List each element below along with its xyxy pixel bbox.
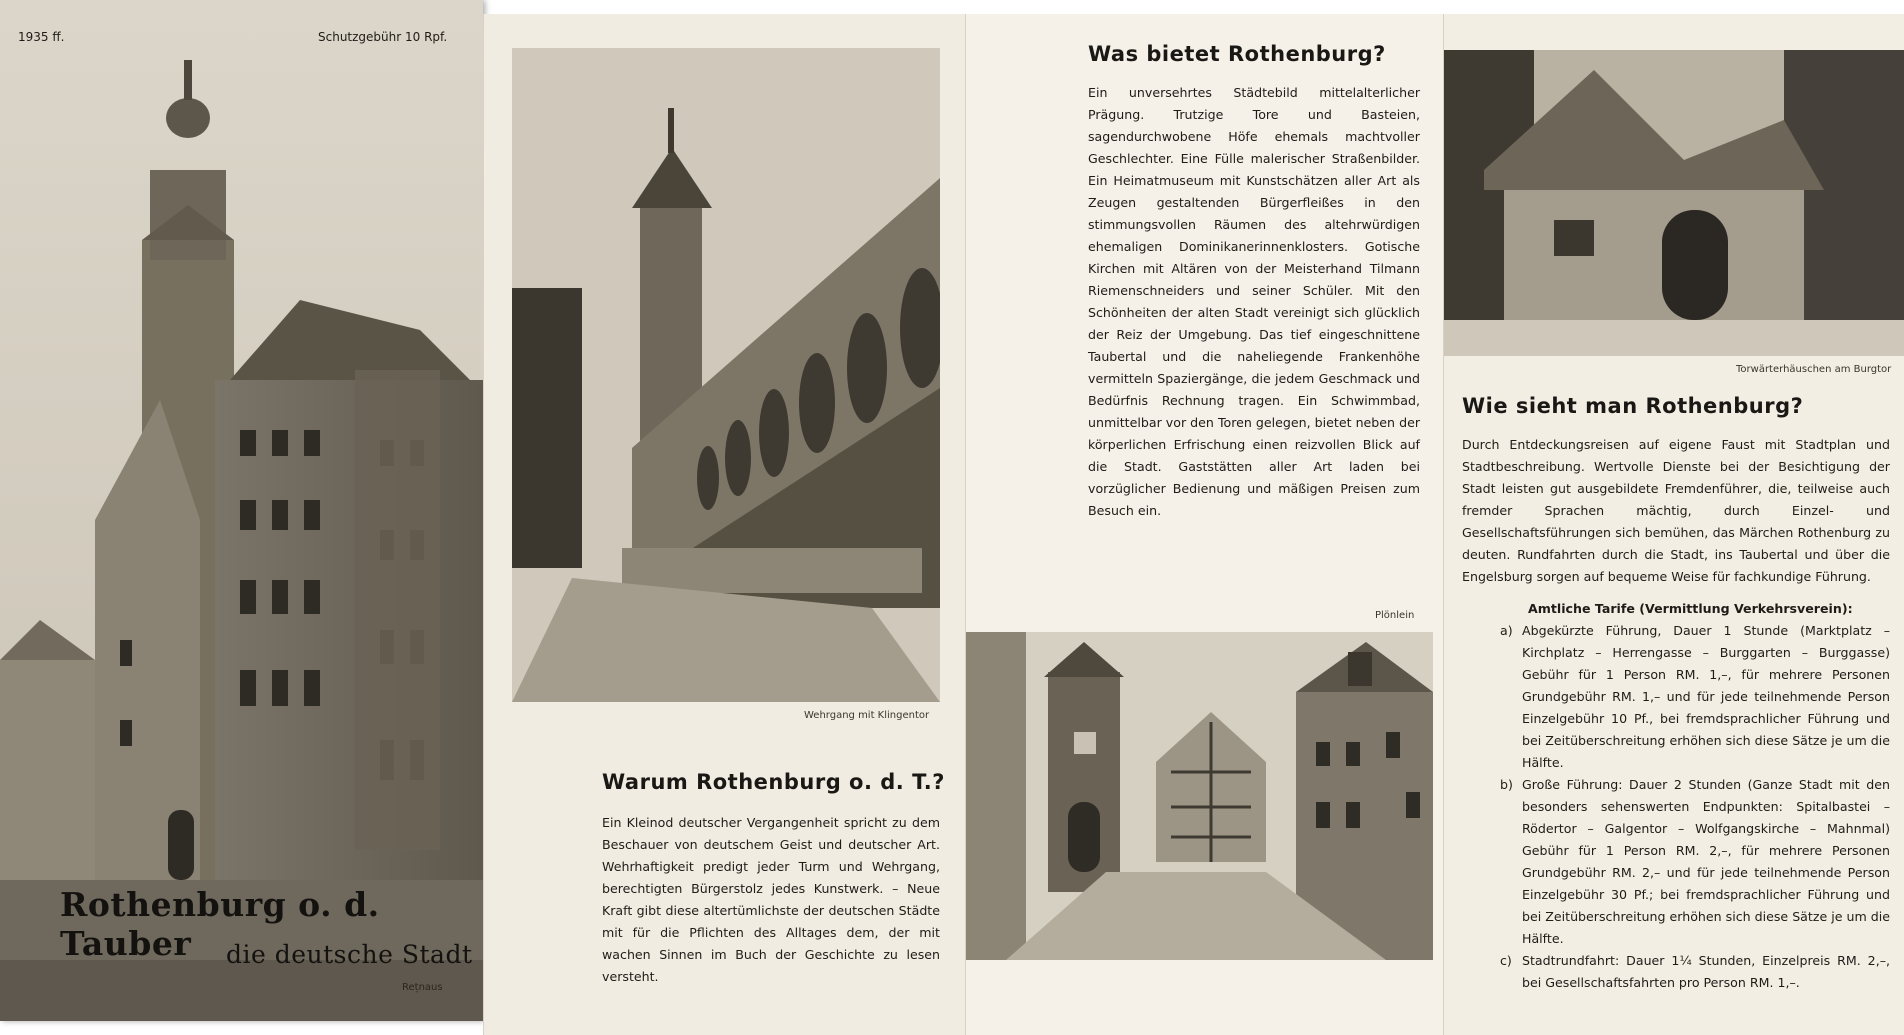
caption-wehrgang: Wehrgang mit Klingentor bbox=[804, 710, 930, 721]
panel-warum bbox=[483, 14, 965, 1035]
cover-title: Rothenburg o. d. Tauber bbox=[60, 885, 380, 963]
cover-subtitle: die deutsche Stadt bbox=[226, 940, 473, 969]
photo-wehrgang bbox=[512, 48, 940, 702]
panel-was-bietet bbox=[965, 14, 1443, 1035]
photo-ploenlein bbox=[966, 632, 1433, 960]
tarif-list bbox=[1500, 620, 1890, 994]
tarif-text: Abgekürzte Führung, Dauer 1 Stunde (Marktplatz – Kirchplatz – Herrengasse – Burggarten – Burggasse) Gebühr für 1 Person RM. 1,–, für mehrere Personen Grundgebühr RM. 1,– und für jede teilnehmende Person Einzelgebühr 10 Pf., bei fremdsprachlicher Führung und bei Zeitüberschreitung erhöhen sich diese Sätze je um die Hälfte. bbox=[1522, 623, 1890, 770]
heading-wie-sieht: Wie sieht man Rothenburg? bbox=[1462, 394, 1804, 418]
cover-year: 1935 ff. bbox=[18, 30, 65, 44]
body-warum: Ein Kleinod deutscher Vergangenheit spricht zu dem Beschauer von deutschem Geist und deutscher Art. Wehrhaftigkeit predigt jeder Turm und Wehrgang, berechtigten Bürgerstolz jedes Kunstwerk. – Neue Kraft gibt diese altertümlichste der deutschen Städte mit für die Pflichten des Alltages dem, der mit wachen Sinnen im Buch der Geschichte zu lesen versteht. bbox=[602, 815, 940, 984]
tarif-text: Große Führung: Dauer 2 Stunden (Ganze Stadt mit den besonders sehenswerten Endpunkten: Spitalbastei – Rödertor – Galgentor – Wolfgangskirche – Mahnmal) Gebühr für 1 Person RM. 2,–, für mehrere Personen Grundgebühr RM. 2,– und für jede teilnehmende Person Einzelgebühr 30 Pf.; bei fremdsprachlicher Führung und bei Zeitüberschreitung erhöhen sich diese Sätze je um die Hälfte. bbox=[1522, 777, 1890, 946]
tarif-item-a bbox=[1500, 620, 1890, 774]
tarif-label: c) bbox=[1500, 953, 1512, 968]
cover-fee: Schutzgebühr 10 Rpf. bbox=[318, 30, 448, 44]
tarif-text: Stadtrundfahrt: Dauer 1¼ Stunden, Einzelpreis RM. 2,–, bei Gesellschaftsfahrten pro Person RM. 1,–. bbox=[1522, 953, 1890, 990]
body-was-bietet: Ein unversehrtes Städtebild mittelalterlicher Prägung. Trutzige Tore und Basteien, sagendurchwobene Höfe ehemals machtvoller Geschlechter. Eine Fülle malerischer Straßenbilder. Ein Heimatmuseum mit Kunstschätzen aller Art als Zeugen gestaltenden Bürgerfleißes in den stimmungsvollen Räumen des altehrwürdigen ehemaligen Dominikanerinnenklosters. Gotische Kirchen mit Altären von der Meisterhand Tilmann Riemenschneiders und seiner Schüler. Mit den Schönheiten der alten Stadt vereinigt sich glücklich der Reiz der Umgebung. Das tief eingeschnittene Taubertal und die naheliegende Frankenhöhe vermitteln Spaziergänge, die jedem Geschmack und Bedürfnis Rechnung tragen. Ein Schwimmbad, unmittelbar vor den Toren gelegen, bietet neben der körperlichen Erfrischung einen reizvollen Blick auf die Stadt. Gaststätten aller Art laden bei vorzüglicher Bedienung und mäßigen Preisen zum Besuch ein. bbox=[1088, 85, 1420, 518]
tarif-label: b) bbox=[1500, 777, 1513, 792]
body-wie-sieht bbox=[1462, 434, 1890, 994]
panel-wie-sieht bbox=[1443, 14, 1904, 1035]
photo-torwaerterhaeuschen bbox=[1444, 50, 1904, 356]
caption-torwaerterhaeuschen: Torwärterhäuschen am Burgtor bbox=[1736, 364, 1892, 375]
cover-credit: Rețnaus bbox=[402, 982, 443, 993]
tarif-title: Amtliche Tarife (Vermittlung Verkehrsverein): bbox=[1528, 601, 1853, 616]
caption-ploenlein: Plönlein bbox=[1375, 610, 1415, 621]
body-wie-sieht-text: Durch Entdeckungsreisen auf eigene Faust mit Stadtplan und Stadtbeschreibung. Wertvolle Dienste bei der Besichtigung der Stadt leisten gut ausgebildete Fremdenführer, die, teilweise auch fremder Sprachen mächtig, durch Einzel- und Gesellschaftsführungen sich bemühen, das Märchen Rothenburg zu deuten. Rundfahrten durch die Stadt, ins Taubertal und über die Engelsburg sorgen auf bequeme Weise für fachkundige Führung. bbox=[1462, 437, 1890, 584]
tarif-item-c bbox=[1500, 950, 1890, 994]
heading-warum: Warum Rothenburg o. d. T.? bbox=[602, 770, 945, 794]
cover-panel bbox=[0, 0, 483, 1021]
heading-was-bietet: Was bietet Rothenburg? bbox=[1088, 42, 1386, 66]
tarif-label: a) bbox=[1500, 623, 1513, 638]
cover-photo-town-hall bbox=[0, 0, 483, 1021]
tarif-item-b bbox=[1500, 774, 1890, 950]
